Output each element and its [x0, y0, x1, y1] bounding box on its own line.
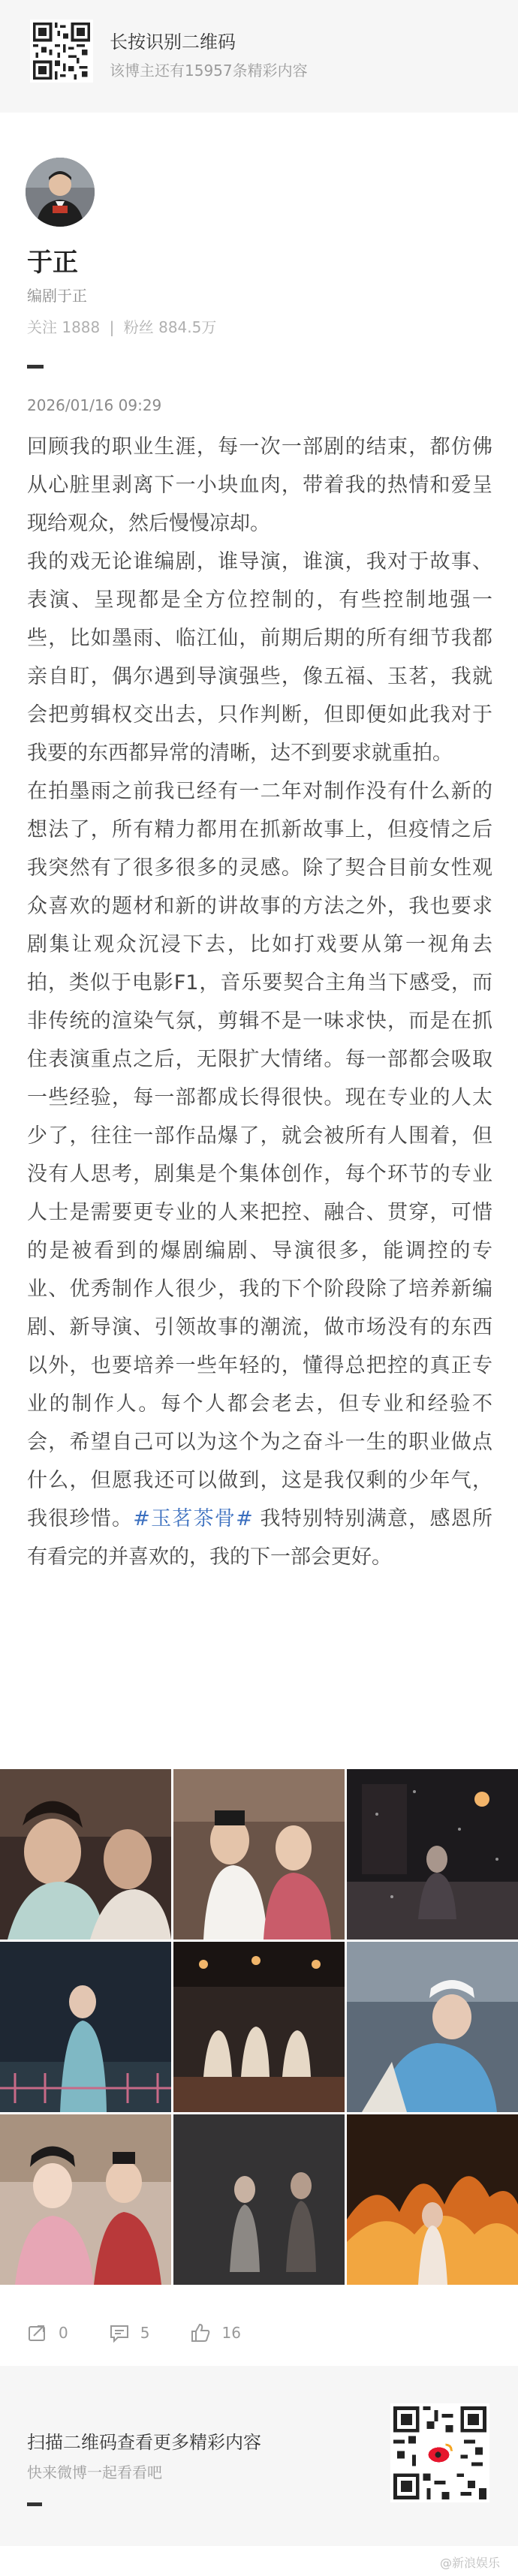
bottom-qr-code[interactable]: [390, 2403, 489, 2502]
grid-photo[interactable]: [347, 1942, 518, 2112]
divider: [27, 365, 44, 369]
grid-photo[interactable]: [0, 1942, 171, 2112]
fans-label: 粉丝: [123, 318, 154, 336]
author-stats: [27, 315, 216, 337]
repost-count: 0: [59, 2324, 68, 2342]
bottom-divider: [27, 2502, 42, 2506]
grid-photo[interactable]: [347, 1769, 518, 1940]
grid-photo[interactable]: [347, 2114, 518, 2285]
top-qr-banner: [0, 0, 518, 113]
bottom-banner-title: 扫描二维码查看更多精彩内容: [27, 2432, 261, 2453]
grid-photo[interactable]: [173, 2114, 345, 2285]
hashtag-link[interactable]: #玉茗茶骨#: [133, 1507, 253, 1530]
grid-photo[interactable]: [0, 1769, 171, 1940]
like-count: 16: [221, 2324, 241, 2342]
author-name[interactable]: 于正: [27, 248, 78, 278]
avatar[interactable]: [26, 158, 95, 227]
like-icon: [190, 2322, 211, 2343]
comment-count: 5: [140, 2324, 150, 2342]
following-count: 1888: [62, 318, 101, 336]
banner-title: 长按识别二维码: [110, 32, 236, 53]
post-paragraph: [27, 772, 492, 1576]
banner-subtitle: 该博主还有15957条精彩内容: [110, 62, 308, 80]
post-date: 2026/01/16 09:29: [27, 396, 162, 414]
like-button[interactable]: [190, 2322, 240, 2343]
grid-photo[interactable]: [173, 1942, 345, 2112]
grid-photo[interactable]: [173, 1769, 345, 1940]
image-grid: [0, 1769, 518, 2289]
fans-count: 884.5万: [158, 318, 217, 336]
post-body: [27, 428, 492, 1576]
following-label: 关注: [27, 318, 57, 336]
bottom-qr-banner: [0, 2366, 518, 2546]
author-title: 编剧于正: [27, 287, 87, 305]
post-paragraph: 我的戏无论谁编剧，谁导演，谁演，我对于故事、表演、呈现都是全方位控制的，有些控制地强一些，比如墨雨、临江仙，前期后期的所有细节我都亲自盯，偶尔遇到导演强些，像五福、玉茗，我就会把剪辑权交出去，只作判断，但即便如此我对于我要的东西都异常的清晰，达不到要求就重拍。: [27, 550, 492, 765]
post-paragraph: 回顾我的职业生涯，每一次一部剧的结束，都仿佛从心脏里剥离下一小块血肉，带着我的热情和爱呈现给观众，然后慢慢凉却。: [27, 435, 492, 535]
watermark: @新浪娱乐: [439, 2556, 500, 2570]
grid-photo[interactable]: [0, 2114, 171, 2285]
comment-button[interactable]: [109, 2322, 150, 2343]
action-bar: [27, 2318, 282, 2348]
repost-button[interactable]: [27, 2322, 68, 2343]
comment-icon: [109, 2322, 130, 2343]
post-closing-text: 我特别特别满意，感恩所有看完的并喜欢的，我的下一部会更好。: [27, 1507, 493, 1569]
post-paragraph-text: 在拍墨雨之前我已经有一二年对制作没有什么新的想法了，所有精力都用在抓新故事上，但疫情之后我突然有了很多很多的灵感。除了契合目前女性观众喜欢的题材和新的讲故事的方法之外，我也要求剧集让观众沉浸下去，比如打戏要从第一视角去拍，类似于电影F1，音乐要契合主角当下感受，而非传统的渲染气氛，剪辑不是一味求快，而是在抓住表演重点之后，无限扩大情绪。每一部都会吸取一些经验，每一部都成长得很快。现在专业的人太少了，往往一部作品爆了，就会被所有人围着，但没有人思考，剧集是个集体创作，每个环节的专业人士是需要更专业的人来把控、融合、贯穿，可惜的是被看到的爆剧编剧、导演很多，能调控的专业、优秀制作人很少，我的下个阶段除了培养新编剧、新导演、引领故事的潮流，做市场没有的东西以外，也要培养一些年轻的，懂得总把控的真正专业的制作人。每个人都会老去，但专业和经验不会，希望自己可以为这个为之奋斗一生的职业做点什么，但愿我还可以做到，这是我仅剩的少年气，我很珍惜。: [27, 780, 492, 1530]
repost-icon: [27, 2322, 48, 2343]
qr-code[interactable]: [30, 20, 93, 83]
stats-separator: |: [109, 318, 115, 336]
bottom-banner-subtitle: 快来微博一起看看吧: [27, 2463, 162, 2481]
